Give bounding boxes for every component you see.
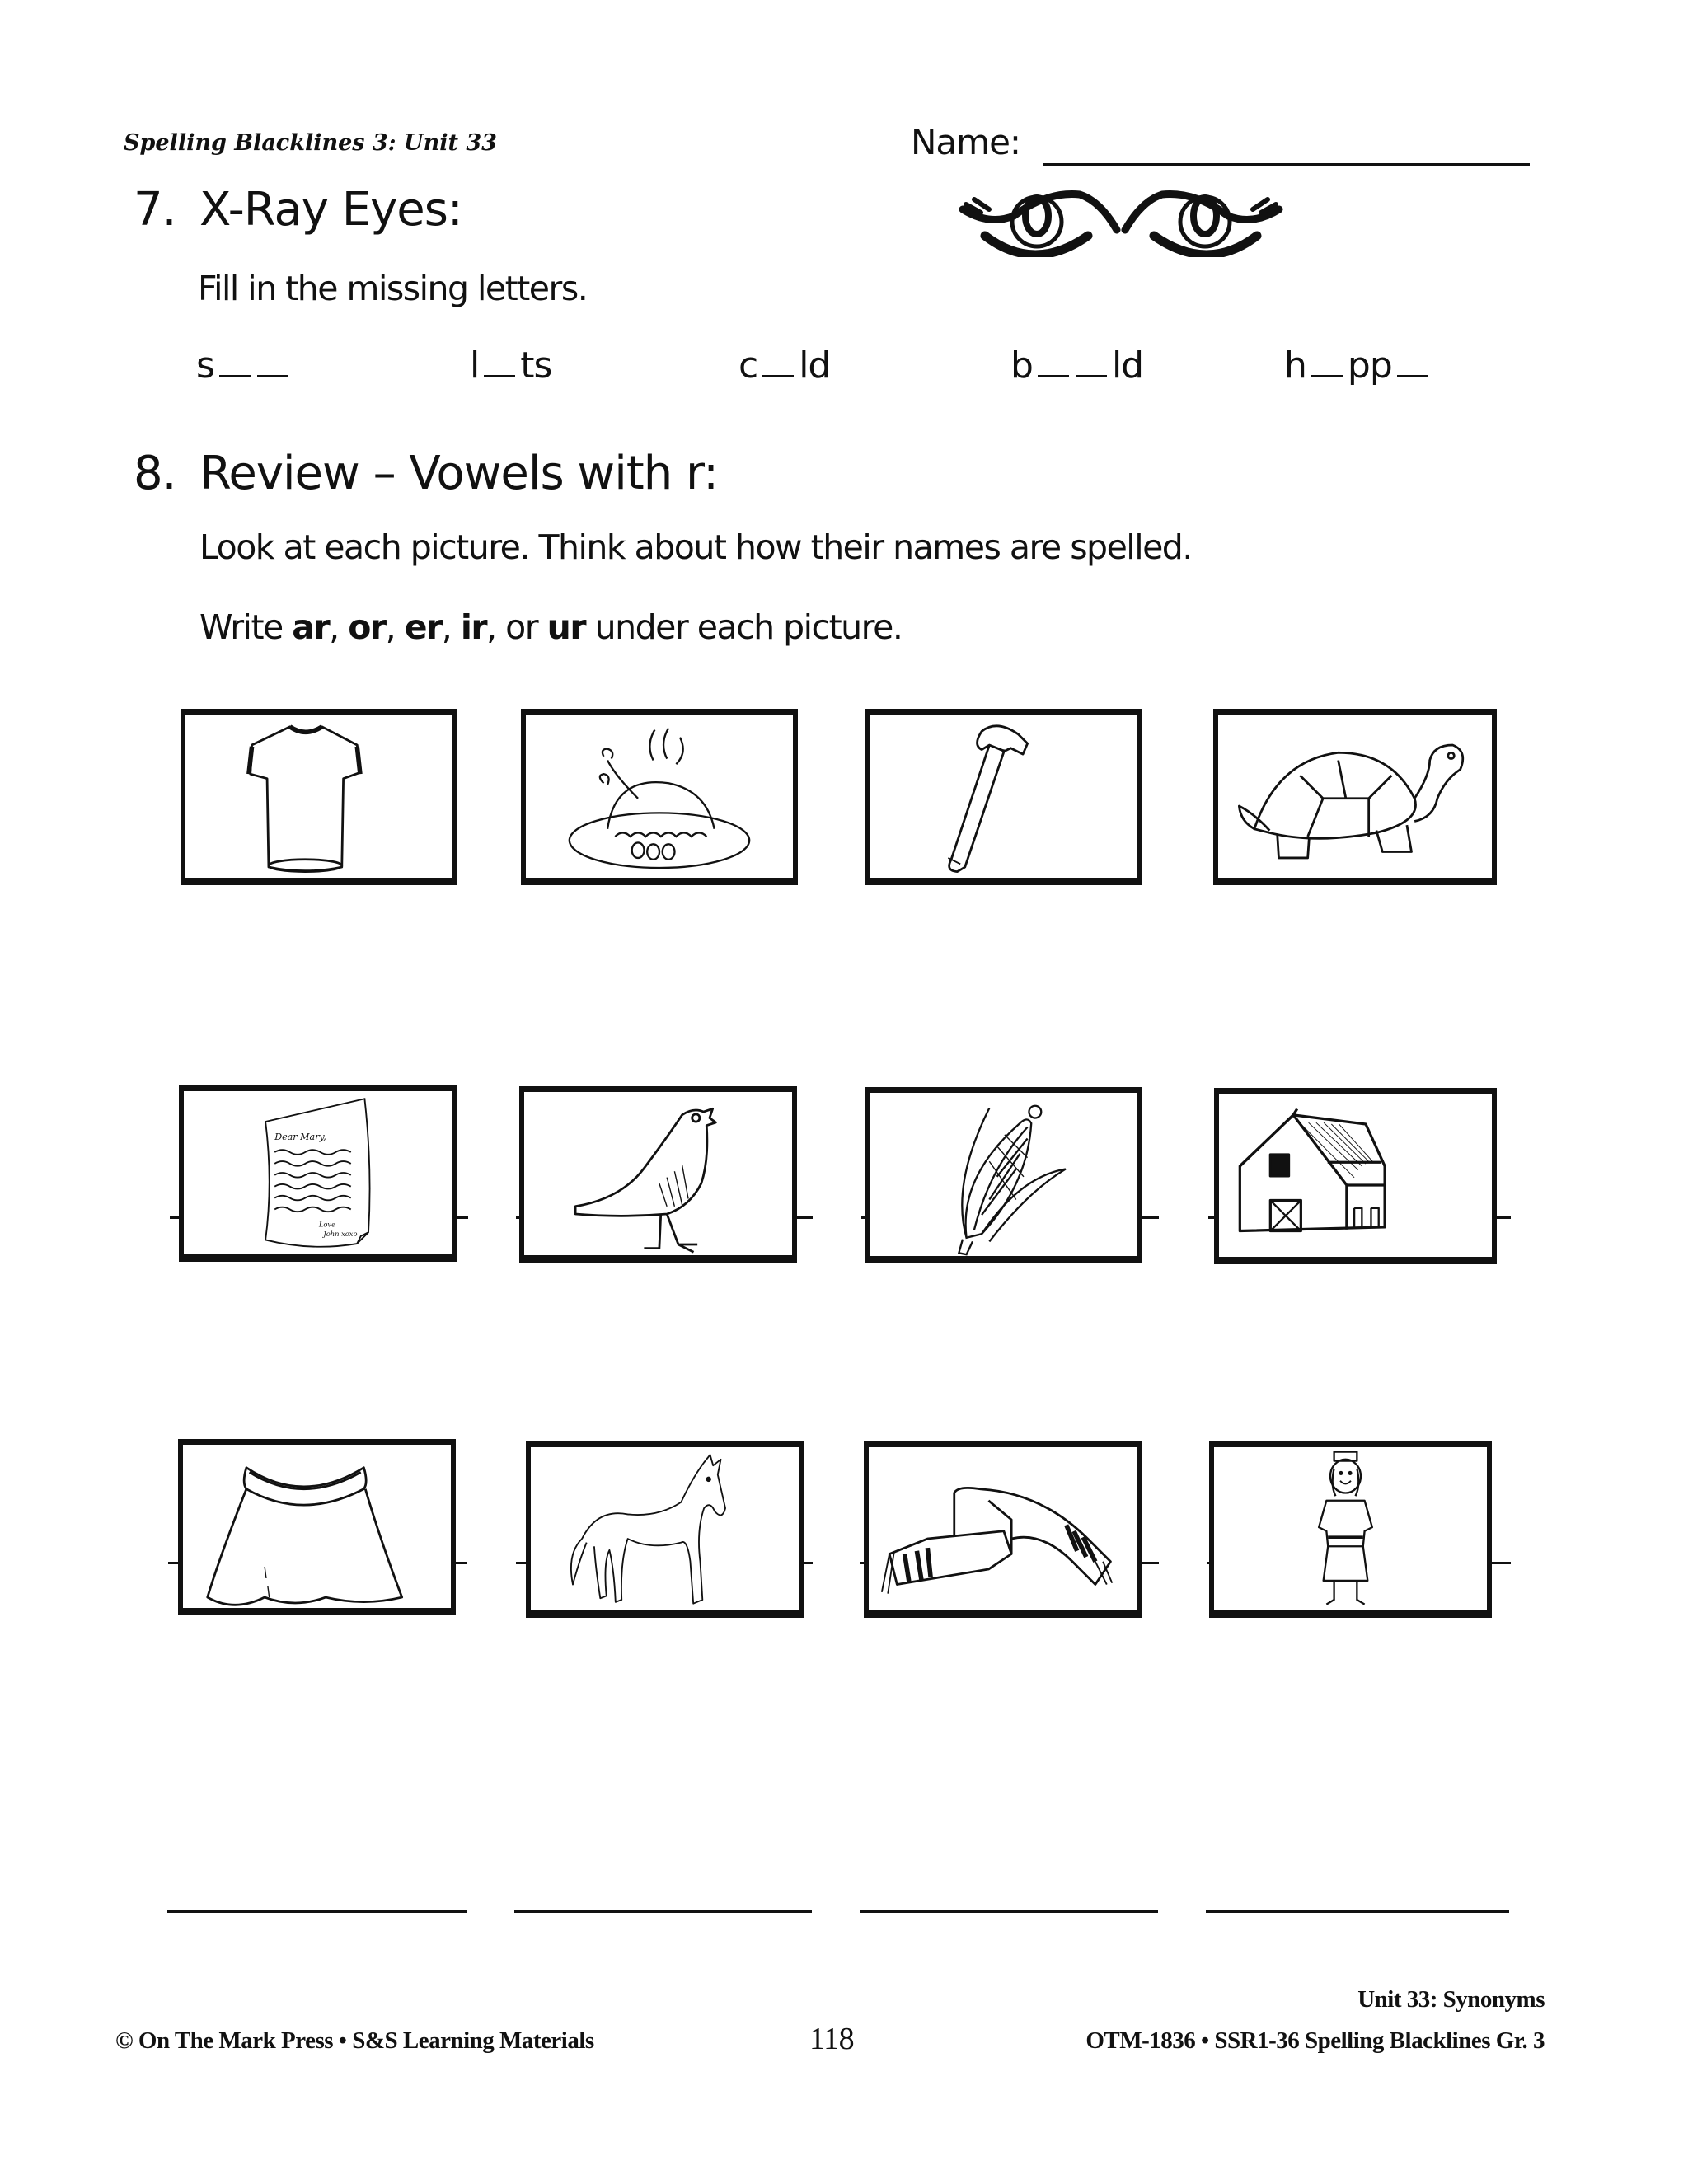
picture-shirt [181,709,457,885]
footer-unit: Unit 33: Synonyms [1357,1986,1545,2013]
section-8-title: Review – Vowels with r: [199,447,718,500]
instr-sep: , [385,607,405,647]
letter-sign-2: John xoxo [323,1229,358,1238]
letter-icon [184,1091,452,1254]
blank[interactable] [219,374,251,377]
picture-scarf [864,1441,1142,1618]
blank[interactable] [762,374,794,377]
word-letters: c [738,344,758,387]
word-letters: h [1284,344,1306,387]
section-8-instruction-2 [199,607,902,647]
word-letters: s [196,344,214,387]
word-letters: pp [1347,344,1392,387]
instr-sep: , or [486,607,547,647]
instr-sep: , [441,607,461,647]
picture-barn [1214,1088,1497,1264]
section-7-instruction: Fill in the missing letters. [198,269,588,308]
picture-skirt [178,1439,456,1615]
answer-line-horse[interactable] [514,1910,812,1913]
turkey-icon [526,715,793,878]
hammer-icon [870,715,1137,878]
series-title: Spelling Blacklines 3: Unit 33 [124,130,497,156]
blank[interactable] [1076,374,1107,377]
word-letters: b [1010,344,1033,387]
option-er: er [404,607,442,647]
option-ar: ar [292,607,330,647]
section-8-instruction-1: Look at each picture. Think about how their names are spelled. [199,527,1192,567]
footer-product-code: OTM-1836 • SSR1-36 Spelling Blacklines Gr. 3 [1085,2027,1545,2054]
corn-icon [870,1093,1137,1256]
section-7-heading [134,183,462,237]
section-8-number: 8. [134,447,176,500]
answer-line-nurse[interactable] [1206,1910,1509,1913]
name-label: Name: [911,122,1021,162]
blank[interactable] [1311,374,1343,377]
section-7-title: X-Ray Eyes: [199,183,462,237]
nurse-icon [1214,1447,1487,1610]
answer-line-scarf[interactable] [860,1910,1158,1913]
picture-bird [519,1086,797,1263]
option-or: or [348,607,386,647]
barn-icon [1219,1094,1492,1257]
missing-letter-word-1[interactable] [196,344,293,387]
word-letters: l [470,344,480,387]
word-letters: ts [520,344,552,387]
picture-horse [526,1441,804,1618]
picture-corn [865,1087,1142,1263]
blank[interactable] [257,374,288,377]
shirt-icon [185,715,452,878]
blank[interactable] [484,374,515,377]
missing-letter-word-3[interactable] [738,344,830,387]
missing-letter-word-5[interactable] [1284,344,1433,387]
eyes-icon [956,185,1286,257]
option-ur: ur [546,607,586,647]
option-ir: ir [460,607,487,647]
footer-page-number: 118 [809,2022,855,2056]
letter-greeting: Dear Mary, [274,1132,326,1143]
bird-icon [524,1092,792,1255]
skirt-icon [183,1445,451,1608]
name-field-line[interactable] [1043,163,1530,166]
scarf-icon [869,1447,1137,1610]
instr-sep: , [329,607,349,647]
instr-text: Write [199,607,293,647]
picture-nurse [1209,1441,1492,1618]
picture-turtle [1213,709,1497,885]
section-7-number: 7. [134,183,176,237]
turtle-icon [1218,715,1492,878]
missing-letter-word-2[interactable] [470,344,551,387]
blank[interactable] [1038,374,1069,377]
answer-line-skirt[interactable] [167,1910,467,1913]
picture-hammer [865,709,1142,885]
letter-sign-1: Love [318,1220,336,1229]
footer-copyright: © On The Mark Press • S&S Learning Materials [115,2027,594,2054]
horse-icon [531,1447,799,1610]
picture-turkey [521,709,798,885]
missing-letter-word-4[interactable] [1010,344,1143,387]
section-8-heading [134,447,718,500]
picture-letter [179,1085,457,1262]
word-letters: ld [799,344,831,387]
blank[interactable] [1397,374,1428,377]
word-letters: ld [1111,344,1144,387]
instr-text: under each picture. [585,607,903,647]
